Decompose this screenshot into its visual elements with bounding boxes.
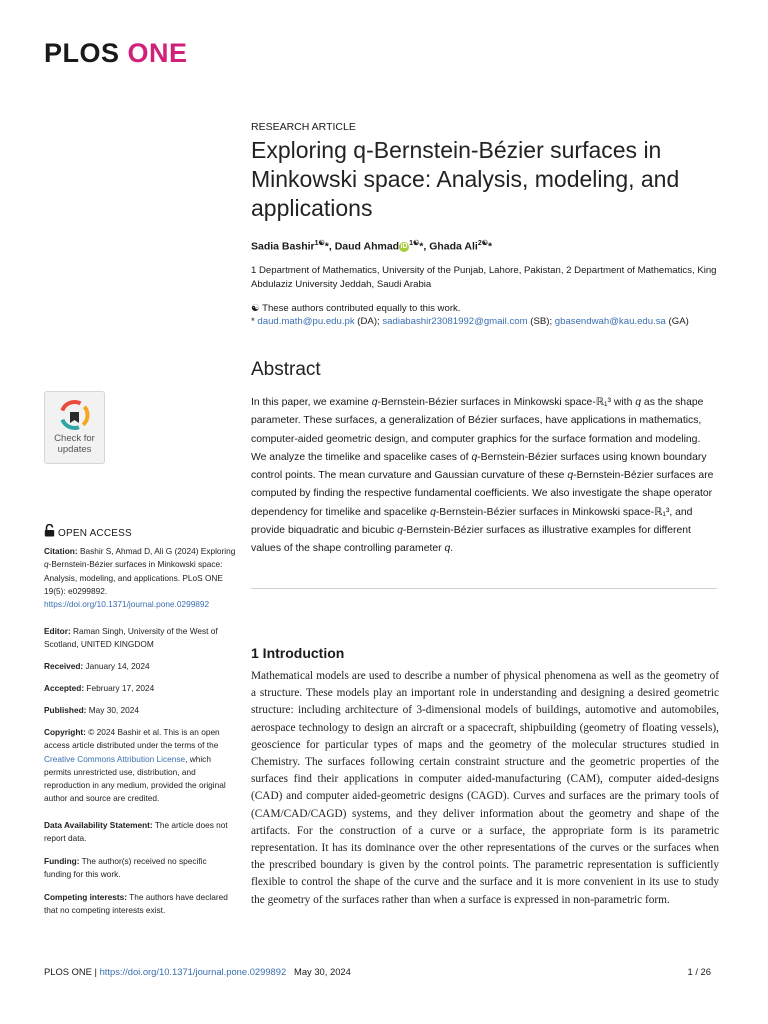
editor-block: Editor: Raman Singh, University of the West of Scotland, UNITED KINGDOM: [44, 626, 218, 650]
affiliations: 1 Department of Mathematics, University of the Punjab, Lahore, Pakistan, 2 Department of Mathematics, King Abdulaziz University Jeddah, Saudi Arabia: [251, 265, 717, 290]
email-link[interactable]: sadiabashir23081992@gmail.com: [382, 316, 528, 327]
funding-block: Funding: The author(s) received no specific funding for this work.: [44, 856, 207, 880]
open-access: OPEN ACCESS: [44, 524, 132, 539]
author-name[interactable]: Daud Ahmad: [334, 240, 400, 253]
logo-one: ONE: [127, 38, 188, 68]
correspondence: * daud.math@pu.edu.pk (DA); sadiabashir23081992@gmail.com (SB); gbasendwah@kau.edu.sa (GA): [251, 316, 689, 327]
article-type: RESEARCH ARTICLE: [251, 121, 356, 133]
page-number: 1 / 26: [687, 966, 711, 977]
footer: PLOS ONE | https://doi.org/10.1371/journal.pone.0299892 May 30, 2024: [44, 966, 351, 977]
footer-doi-link[interactable]: https://doi.org/10.1371/journal.pone.0299892: [99, 966, 287, 977]
author-list: Sadia Bashir$^{1☯}$*, Daud Ahmad iD $^{1☯}$*, Ghada Ali$^{2☯}$*: [251, 240, 493, 253]
data-availability: Data Availability Statement: The article does not report data.: [44, 820, 228, 844]
doi-link[interactable]: https://doi.org/10.1371/journal.pone.0299892: [44, 599, 210, 610]
author-sup: 1☯: [314, 240, 325, 247]
article-title: Exploring q-Bernstein-Bézier surfaces in Minkowski space: Analysis, modeling, and applications: [251, 137, 680, 221]
journal-logo[interactable]: [44, 38, 188, 69]
equal-contribution-note: ☯ These authors contributed equally to this work.: [251, 303, 461, 314]
badge-label: Check for updates: [54, 433, 95, 455]
section-divider: [251, 588, 717, 589]
competing-interests: Competing interests: The authors have declared that no competing interests exist.: [44, 892, 228, 916]
author-name[interactable]: Sadia Bashir: [251, 240, 315, 253]
intro-heading: 1 Introduction: [251, 645, 345, 661]
updates-icon: [45, 392, 104, 436]
author-sup: 2☯: [477, 240, 488, 247]
orcid-icon[interactable]: iD: [400, 242, 408, 250]
email-link[interactable]: gbasendwah@kau.edu.sa: [554, 316, 666, 327]
footer-date: May 30, 2024: [294, 966, 351, 977]
license-link[interactable]: Creative Commons Attribution License: [44, 753, 186, 764]
copyright-block: Copyright: © 2024 Bashir et al. This is an open access article distributed under the terms of the Creative Commons Attribution License, which permits unrestricted use, distribution, and reproduction in any medium, provided the original author and source are credited.: [44, 727, 226, 804]
author-name[interactable]: Ghada Ali: [429, 240, 478, 253]
abstract-text: In this paper, we examine q-Bernstein-Bézier surfaces in Minkowski space-ℝ₁³ with q as the shape parameter. These surfaces, a generalization of Bézier surfaces, have applications in mathematics, computer-aided geometric design, and computer graphics for the surface formation and modeling. We analyze the timelike and spacelike cases of q-Bernstein-Bézier surfaces using known boundary control points. The mean curvature and Gaussian curvature of these q-Bernstein-Bézier surfaces are computed by finding the respective fundamental coefficients. We also investigate the shape operator dependency for timelike and spacelike q-Bernstein-Bézier surfaces in Minkowski space-ℝ₁³, and provide biquadratic and bicubic q-Bernstein-Bézier surfaces as illustrative examples for different values of the shape controlling parameter q.: [251, 397, 714, 555]
logo-plos: PLOS: [44, 38, 120, 68]
open-lock-icon: [44, 524, 55, 537]
received-date: Received: January 14, 2024: [44, 661, 150, 671]
intro-text: Mathematical models are used to describe a number of physical phenomena as well as the geometry of a structure. These models play an important role in understanding and designing a desired geometric structure: including architecture of 3-dimensional models of buildings, automotive and automobiles, aerospace technology to design an aircraft or a spacecraft, shipbuilding (geometry of floating vessels), geoscience for particular types of maps and the geometry of the molecular structures studied in Chemistry. The surfaces following certain constraint structure and the geometric properties of the surfaces find their applications in computer aided-manufacturing (CAM), computer aided-designs (CAD) and computer aided-geometric designs (CAGD). Curves and surfaces are the primary tools of (CAM/CAD/CAGD) systems, and they deliver information about the geometry and shape of the artifacts. For the construction of a curve or a surface, the appropriate form is its parametric representation. It has its dominance over the other representations of the curves or the surfaces when the prescribed boundary is given by the control points. The parametric representation is sufficiently flexible to control the shape of the curve and the surface and it is more convenient in its use to study the geometry of the surfaces rather than when a surface is expressed in non-parametric form.: [251, 670, 719, 906]
accepted-date: Accepted: February 17, 2024: [44, 683, 155, 693]
abstract-heading: Abstract: [251, 359, 321, 380]
published-date: Published: May 30, 2024: [44, 705, 140, 715]
citation-block: Citation: Bashir S, Ahmad D, Ali G (2024) Exploring q-Bernstein-Bézier surfaces in Minkowski space: Analysis, modeling, and applications. PLoS ONE 19(5): e0299892. https://doi.org/10.1371/journal.pone.0299892: [44, 546, 236, 610]
author-sup: 1☯: [409, 240, 420, 247]
email-link[interactable]: daud.math@pu.edu.pk: [257, 316, 355, 327]
